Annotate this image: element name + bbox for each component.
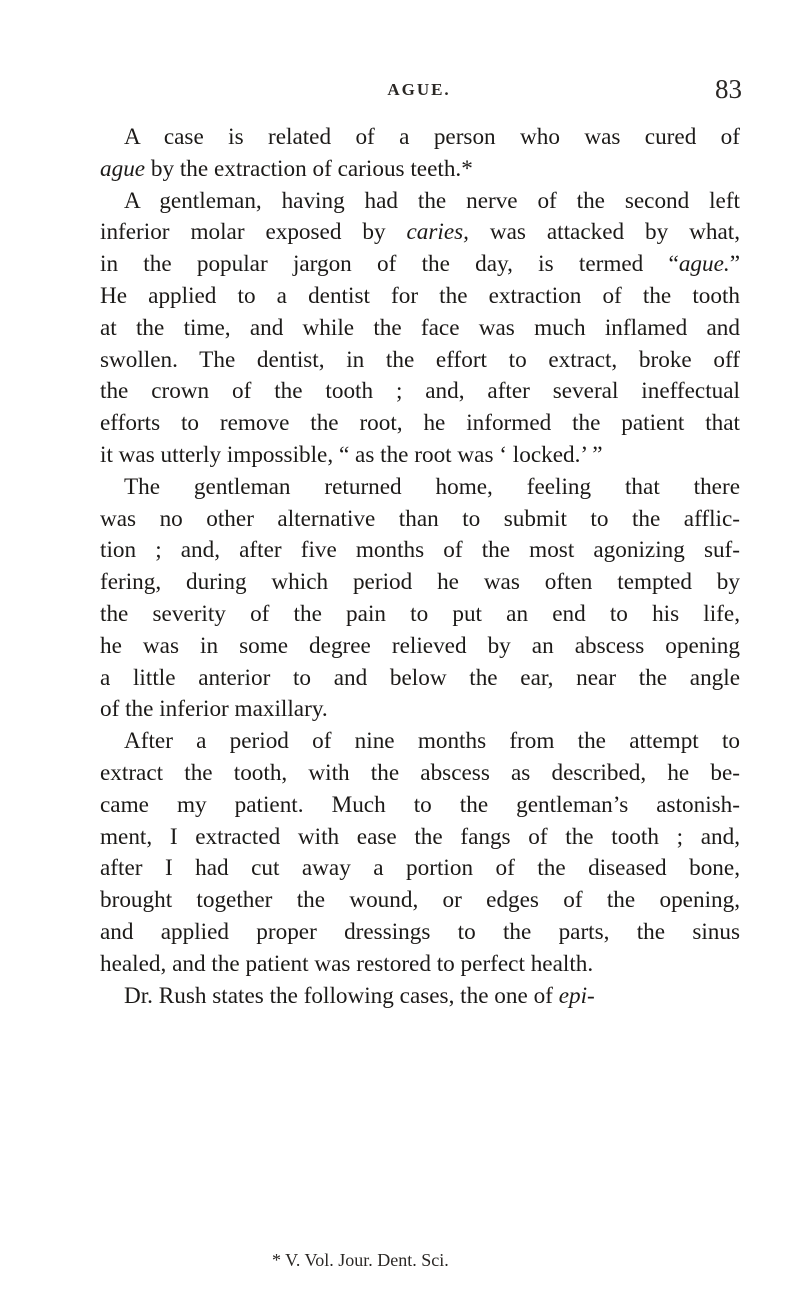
text-line: he was in some degree relieved by an abscess opening (100, 632, 740, 659)
running-title: AGUE. (387, 80, 451, 99)
text-line: fering, during which period he was often tempted by (100, 569, 740, 596)
text-line: swollen. The dentist, in the effort to extract, broke off (100, 346, 740, 373)
text-line: the crown of the tooth ; and, after several ineffectual (100, 378, 740, 405)
text-line: it was utterly impossible, “ as the root was ‘ locked.’ ” (100, 441, 603, 468)
text-line: A case is related of a person who was cured of (124, 124, 740, 150)
italic-term: ague (100, 155, 146, 182)
text-line (100, 154, 740, 186)
italic-term: ague. (678, 251, 730, 278)
text-run: in the popular jargon of the day, is termed “ (100, 251, 679, 278)
text-line: the severity of the pain to put an end to his life, (100, 600, 740, 627)
text-run: by the extraction of carious teeth.* (145, 155, 473, 182)
text-run: inferior molar exposed by (100, 219, 407, 246)
text-line: ment, I extracted with ease the fangs of the tooth ; and, (100, 823, 740, 850)
text-line: After a period of nine months from the attempt to (124, 728, 740, 755)
text-line: at the time, and while the face was much inflamed and (100, 314, 740, 341)
italic-term: epi- (558, 982, 595, 1009)
text-line: extract the tooth, with the abscess as described, he be- (100, 759, 740, 786)
text-line: of the inferior maxillary. (100, 696, 328, 723)
text-line: and applied proper dressings to the parts, the sinus (100, 918, 740, 945)
text-line: after I had cut away a portion of the diseased bone, (100, 855, 740, 882)
text-line: tion ; and, after five months of the most agonizing suf- (100, 537, 740, 564)
text-line: He applied to a dentist for the extraction of the tooth (100, 282, 740, 309)
text-line: a little anterior to and below the ear, near the angle (100, 664, 740, 691)
paragraph (100, 122, 740, 186)
paragraph (100, 186, 740, 472)
paragraph (100, 981, 740, 1013)
body-text (100, 122, 740, 1012)
text-line (100, 249, 740, 281)
running-head (96, 74, 742, 104)
text-line: healed, and the patient was restored to perfect health. (100, 950, 594, 977)
text-line: The gentleman returned home, feeling that there (124, 473, 740, 500)
paragraph (100, 472, 740, 726)
text-line (100, 981, 740, 1013)
text-line: efforts to remove the root, he informed the patient that (100, 410, 740, 437)
text-line: was no other alternative than to submit to the afflic- (100, 505, 740, 532)
page-number: 83 (715, 74, 742, 104)
text-run: was attacked by what, (468, 219, 740, 246)
paragraph (100, 726, 740, 980)
text-line: brought together the wound, or edges of the opening, (100, 887, 740, 914)
italic-term: caries, (406, 219, 469, 246)
text-line: came my patient. Much to the gentleman’s astonish- (100, 791, 740, 818)
text-run: Dr. Rush states the following cases, the one of (124, 982, 559, 1009)
footnote: * V. Vol. Jour. Dent. Sci. (272, 1250, 449, 1270)
text-run: ” (729, 251, 740, 278)
text-line (100, 217, 740, 249)
text-line: A gentleman, having had the nerve of the second left (124, 187, 740, 214)
